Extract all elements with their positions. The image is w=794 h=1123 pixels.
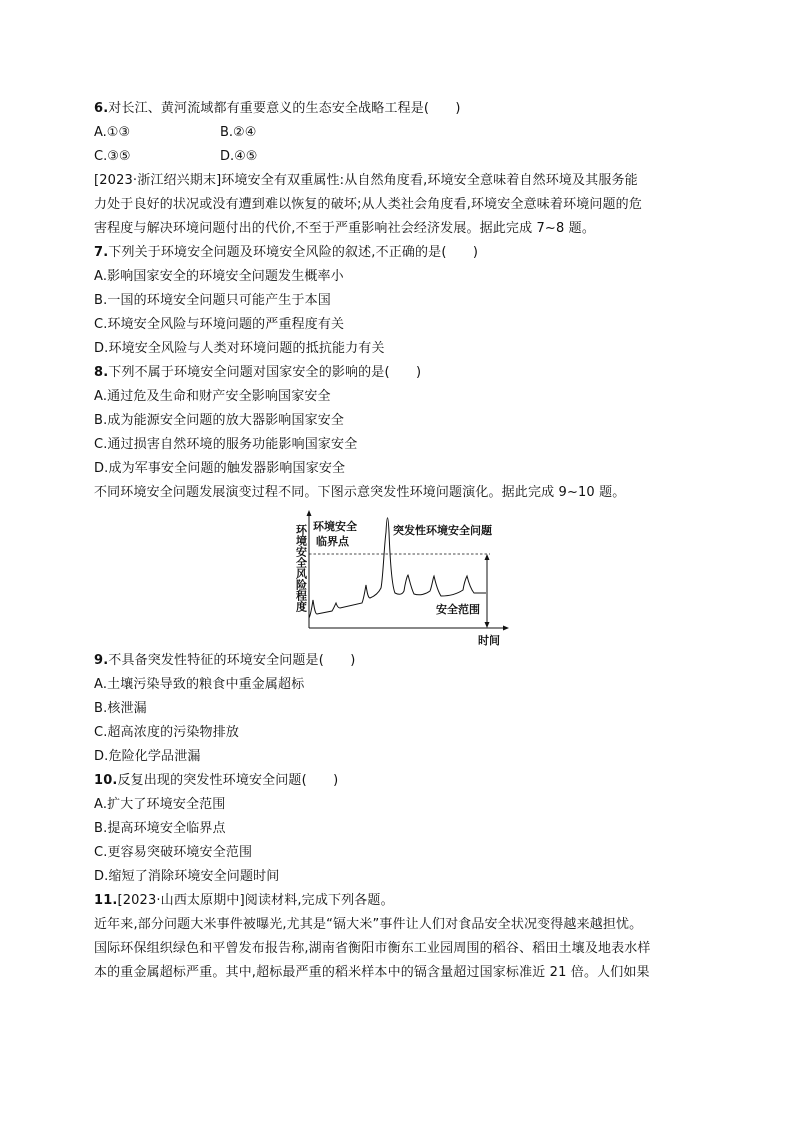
question-11-number: 11. [94,893,118,908]
question-6-option-c: C.③⑤ [94,149,131,164]
question-7-text: 下列关于环境安全问题及环境安全风险的叙述,不正确的是( ) [108,245,479,260]
threshold-label-line-2: 临界点 [316,535,349,548]
question-8-stem [94,363,421,383]
material-1-line-2: 力处于良好的状况或没有遭到难以恢复的破坏;从人类社会角度看,环境安全意味着环境问题的危 [94,197,642,212]
question-6-option-a: A.①③ [94,125,131,140]
question-6-number: 6. [94,101,109,116]
question-6-option-d: D.④⑤ [220,149,258,164]
material-2-line: 不同环境安全问题发展演变过程不同。下图示意突发性环境问题演化。据此完成 9~10 题。 [94,485,626,500]
question-9-number: 9. [94,653,109,668]
threshold-label-line-1: 环境安全 [313,520,357,533]
question-7-stem [94,243,478,263]
question-7-number: 7. [94,245,109,260]
question-7-option-c: C.环境安全风险与环境问题的严重程度有关 [94,317,345,332]
material-1-line-3: 害程度与解决环境问题付出的代价,不至于严重影响社会经济发展。据此完成 7~8 题。 [94,221,595,236]
question-9-text: 不具备突发性特征的环境安全问题是( ) [108,653,356,668]
question-6-option-b: B.②④ [220,125,257,140]
question-6-text: 对长江、黄河流域都有重要意义的生态安全战略工程是( ) [108,101,461,116]
safety-range-arrow-up [485,554,490,560]
question-11-stem [94,891,394,911]
sudden-environmental-problem-diagram [283,508,513,648]
question-10-number: 10. [94,773,118,788]
safety-range-arrow-down [485,622,490,628]
y-axis-arrow [307,510,312,516]
peak-label: 突发性环境安全问题 [393,524,492,537]
question-8-option-a: A.通过危及生命和财产安全影响国家安全 [94,389,331,404]
question-10-option-b: B.提高环境安全临界点 [94,821,226,836]
question-8-option-c: C.通过损害自然环境的服务功能影响国家安全 [94,437,358,452]
question-8-option-d: D.成为军事安全问题的触发器影响国家安全 [94,461,346,476]
question-10-option-d: D.缩短了消除环境安全问题时间 [94,869,280,884]
question-10-text: 反复出现的突发性环境安全问题( ) [117,773,339,788]
question-11-material-line-2: 国际环保组织绿色和平曾发布报告称,湖南省衡阳市衡东工业园周围的稻谷、稻田土壤及地表水样 [94,941,651,956]
question-8-option-b: B.成为能源安全问题的放大器影响国家安全 [94,413,345,428]
question-8-text: 下列不属于环境安全问题对国家安全的影响的是( ) [108,365,422,380]
question-7-option-a: A.影响国家安全的环境安全问题发生概率小 [94,269,344,284]
safety-range-label: 安全范围 [436,603,480,616]
material-1-line-1: [2023·浙江绍兴期末]环境安全有双重属性:从自然角度看,环境安全意味着自然环境及其服务能 [94,173,638,188]
question-6-stem [94,99,461,119]
question-11-material-line-3: 本的重金属超标严重。其中,超标最严重的稻米样本中的镉含量超过国家标准近 21 倍。人们如果 [94,965,650,980]
question-10-option-a: A.扩大了环境安全范围 [94,797,226,812]
question-9-option-c: C.超高浓度的污染物排放 [94,725,240,740]
question-10-stem [94,771,338,791]
question-8-number: 8. [94,365,109,380]
question-11-text: [2023·山西太原期中]阅读材料,完成下列各题。 [117,893,394,908]
x-axis-arrow [503,626,509,631]
question-9-option-a: A.土壤污染导致的粮食中重金属超标 [94,677,305,692]
question-7-option-d: D.环境安全风险与人类对环境问题的抵抗能力有关 [94,341,385,356]
question-9-stem [94,651,355,671]
y-axis-label: 环境安全风险程度 [294,524,308,612]
question-9-option-b: B.核泄漏 [94,701,147,716]
x-axis-label: 时间 [478,634,500,647]
question-7-option-b: B.一国的环境安全问题只可能产生于本国 [94,293,331,308]
question-10-option-c: C.更容易突破环境安全范围 [94,845,253,860]
question-9-option-d: D.危险化学品泄漏 [94,749,201,764]
question-11-material-line-1: 近年来,部分问题大米事件被曝光,尤其是“镉大米”事件让人们对食品安全状况变得越来越担忧。 [94,917,643,932]
